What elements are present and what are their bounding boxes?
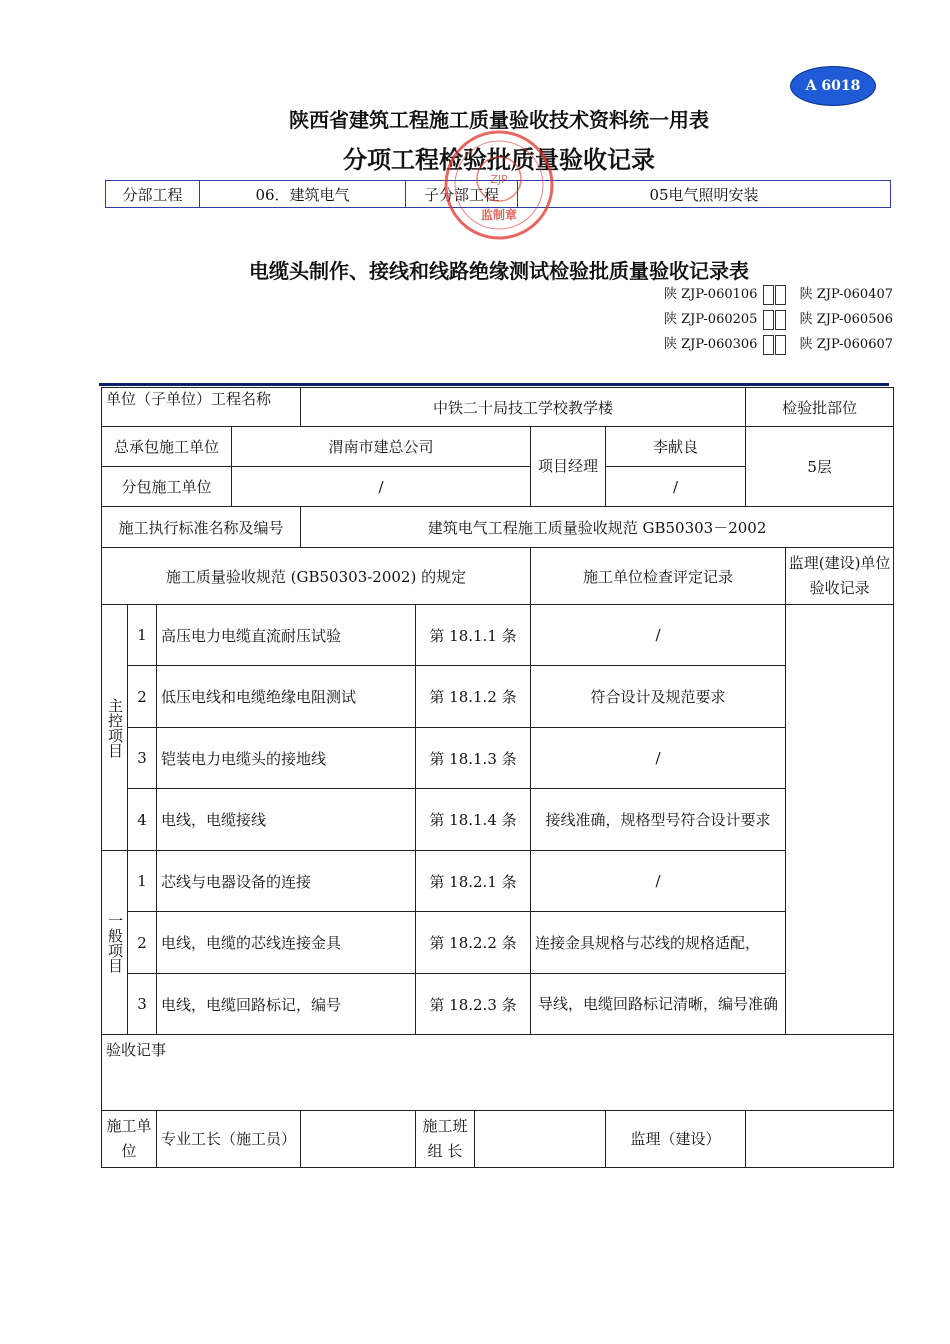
notes-cell: 验收记事 <box>102 1035 894 1111</box>
spec-column-header: 施工质量验收规范 (GB50303-2002) 的规定 <box>102 548 531 605</box>
unit-name-label: 单位（子单位）工程名称 <box>102 388 301 427</box>
item-desc: 电线，电缆回路标记，编号 <box>157 974 416 1035</box>
sub-manager-value: / <box>606 467 746 507</box>
foreman-label: 专业工长（施工员） <box>157 1111 301 1168</box>
subdivision-label: 子分部工程 <box>406 181 518 208</box>
form-title: 分项工程检验批质量验收记录 <box>343 146 655 174</box>
item-desc: 芯线与电器设备的连接 <box>157 851 416 912</box>
project-manager-value: 李献良 <box>606 427 746 467</box>
item-clause: 第 18.2.3 条 <box>416 974 531 1035</box>
inspection-table <box>101 387 894 1168</box>
item-no: 2 <box>128 912 157 974</box>
item-no: 2 <box>128 666 157 728</box>
main-items-label: 主控项目 <box>102 605 128 851</box>
subcontractor-value: / <box>232 467 531 507</box>
foreman-signature <box>301 1111 416 1168</box>
general-contractor-label: 总承包施工单位 <box>102 427 232 467</box>
code-b: 陕 ZJP-060607 <box>799 337 894 352</box>
contractor-column-header: 施工单位检查评定记录 <box>531 548 786 605</box>
supervisor-record-cell <box>786 605 894 1035</box>
item-result: / <box>531 605 786 666</box>
table-title: 电缆头制作、接线和线路绝缘测试检验批质量验收记录表 <box>249 259 749 283</box>
unit-name-value: 中铁二十局技工学校教学楼 <box>301 388 746 427</box>
code-a: 陕 ZJP-060205 <box>664 312 758 327</box>
code-a: 陕 ZJP-060106 <box>664 287 758 302</box>
item-clause: 第 18.1.2 条 <box>416 666 531 728</box>
item-no: 3 <box>128 728 157 789</box>
supervisor-label: 监理（建设） <box>606 1111 746 1168</box>
item-no: 3 <box>128 974 157 1035</box>
standard-label: 施工执行标准名称及编号 <box>102 507 301 548</box>
item-result: / <box>531 851 786 912</box>
item-desc: 高压电力电缆直流耐压试验 <box>157 605 416 666</box>
stamp-text: 监制章 <box>480 208 518 222</box>
item-no: 1 <box>128 605 157 666</box>
item-desc: 电线，电缆的芯线连接金具 <box>157 912 416 974</box>
subcontractor-label: 分包施工单位 <box>102 467 232 507</box>
construction-unit-label: 施工单位 <box>102 1111 157 1168</box>
stamp-inner-text: ZJP <box>490 173 508 186</box>
project-manager-label: 项目经理 <box>531 427 606 507</box>
item-result: / <box>531 728 786 789</box>
item-desc: 电线，电缆接线 <box>157 789 416 851</box>
code-row <box>664 282 893 307</box>
item-desc: 低压电线和电缆绝缘电阻测试 <box>157 666 416 728</box>
item-clause: 第 18.1.1 条 <box>416 605 531 666</box>
batch-part-label: 检验批部位 <box>746 388 894 427</box>
item-result: 符合设计及规范要求 <box>531 666 786 728</box>
supervisor-signature <box>746 1111 894 1168</box>
item-result: 接线准确，规格型号符合设计要求 <box>531 789 786 851</box>
item-clause: 第 18.1.3 条 <box>416 728 531 789</box>
province-title: 陕西省建筑工程施工质量验收技术资料统一用表 <box>289 108 709 132</box>
standard-value: 建筑电气工程施工质量验收规范 GB50303－2002 <box>301 507 894 548</box>
general-contractor-value: 渭南市建总公司 <box>232 427 531 467</box>
supervision-stamp <box>443 129 555 241</box>
supervisor-column-header: 监理(建设)单位验收记录 <box>786 548 894 605</box>
item-clause: 第 18.2.1 条 <box>416 851 531 912</box>
item-no: 1 <box>128 851 157 912</box>
item-desc: 铠装电力电缆头的接地线 <box>157 728 416 789</box>
item-result: 导线，电缆回路标记清晰，编号准确 <box>531 974 786 1035</box>
item-no: 4 <box>128 789 157 851</box>
division-value: 06．建筑电气 <box>200 181 406 208</box>
item-clause: 第 18.2.2 条 <box>416 912 531 974</box>
team-leader-signature <box>475 1111 606 1168</box>
subdivision-value: 05电气照明安装 <box>518 181 891 208</box>
code-b: 陕 ZJP-060407 <box>799 287 894 302</box>
code-row <box>664 332 893 357</box>
batch-part-value: 5层 <box>746 427 894 507</box>
form-number-badge: A 6018 <box>790 66 876 106</box>
code-row <box>664 307 893 332</box>
code-b: 陕 ZJP-060506 <box>799 312 894 327</box>
code-a: 陕 ZJP-060306 <box>664 337 758 352</box>
division-label: 分部工程 <box>106 181 200 208</box>
general-items-label: 一般项目 <box>102 851 128 1035</box>
form-codes <box>664 282 893 357</box>
team-leader-label: 施工班组 长 <box>416 1111 475 1168</box>
table-top-rule <box>99 383 889 386</box>
item-result: 连接金具规格与芯线的规格适配， <box>531 912 786 974</box>
item-clause: 第 18.1.4 条 <box>416 789 531 851</box>
